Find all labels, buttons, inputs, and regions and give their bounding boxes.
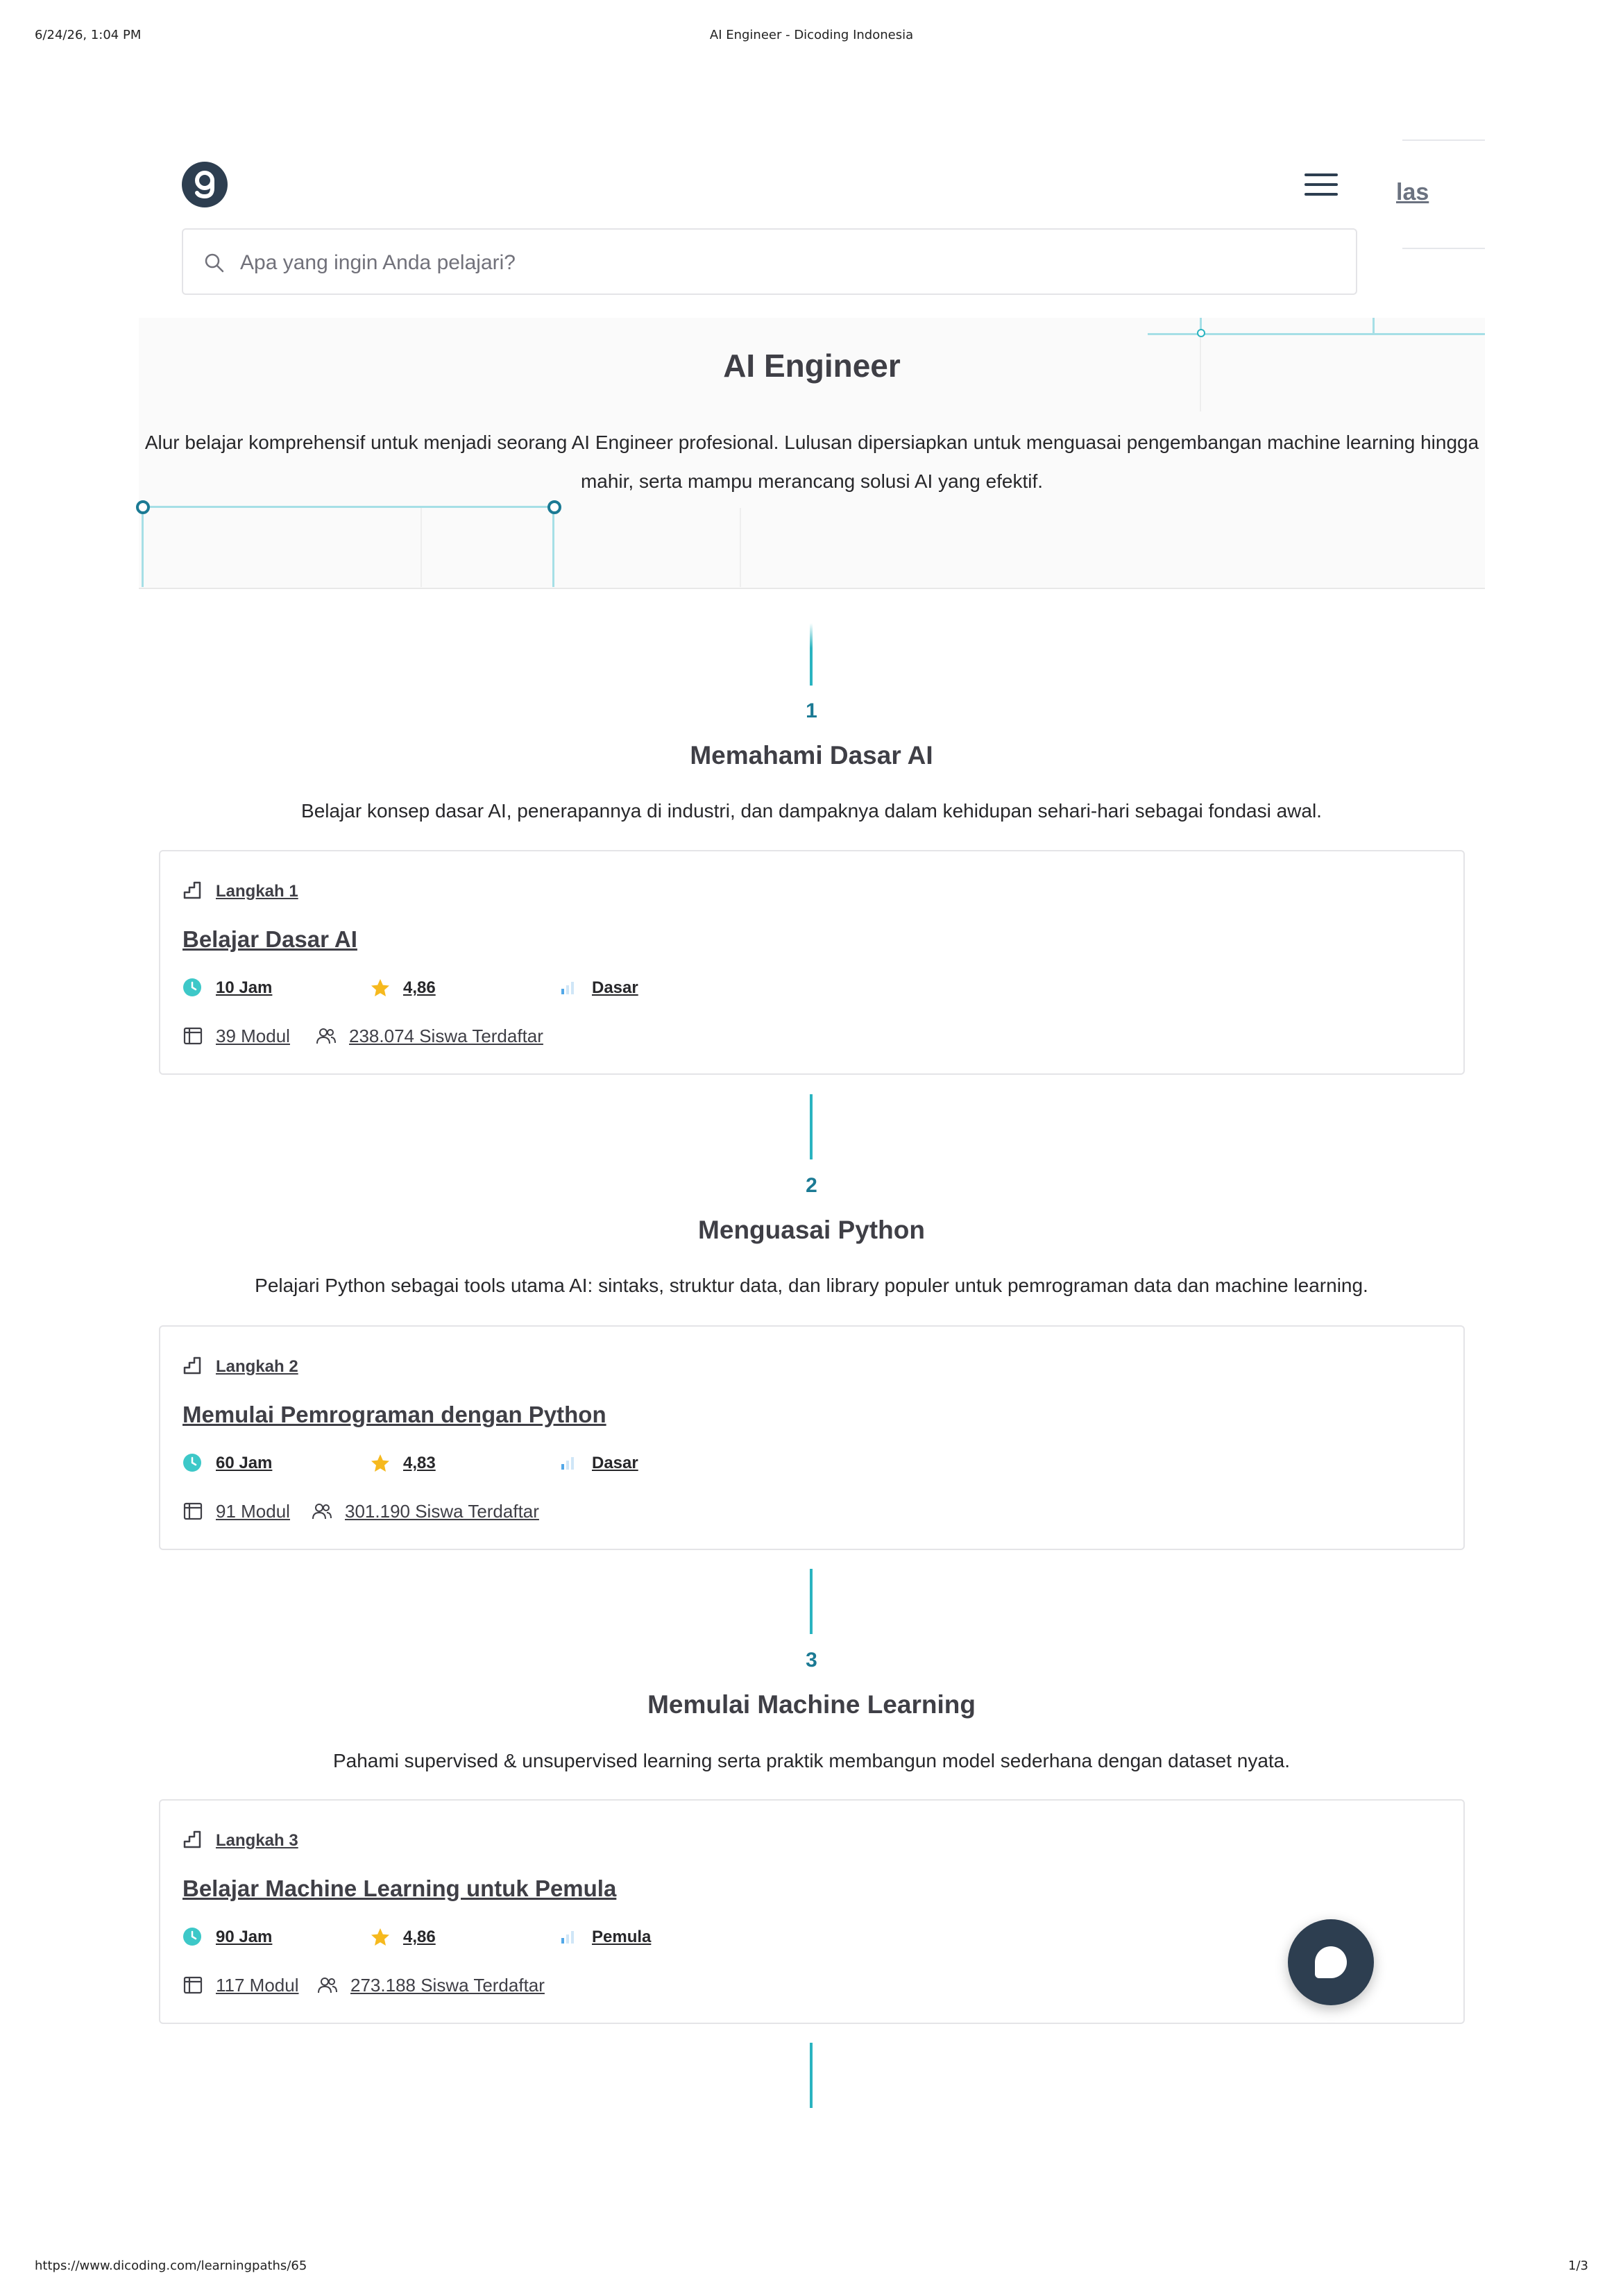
page-description: Alur belajar komprehensif untuk menjadi seorang AI Engineer profesional. Lulusan dipersiapkan untuk menguasai pengembangan machine learning hingga mahir, serta mampu merancang solusi AI yang efektif. [144, 432, 1479, 492]
hero-decor-node [1197, 329, 1205, 337]
step-label: Langkah 3 [216, 1831, 298, 1850]
users-icon [317, 1975, 338, 1996]
clock-icon [182, 978, 202, 997]
search-input[interactable] [239, 242, 1324, 284]
course-card[interactable] [159, 1799, 1465, 2024]
step-description: Pahami supervised & unsupervised learning serta praktik membangun model sederhana dengan dataset nyata. [332, 1750, 1291, 1771]
hero-decor-line [142, 508, 144, 587]
modules-text: 117 Modul [216, 1975, 299, 1996]
level-bars-icon [559, 1927, 578, 1946]
level-link[interactable] [559, 1928, 651, 1947]
course-title-link[interactable]: Belajar Machine Learning untuk Pemula [182, 1876, 617, 1901]
step-label: Langkah 1 [216, 882, 298, 901]
print-url: https://www.dicoding.com/learningpaths/65 [35, 2259, 307, 2273]
nav-divider [1402, 139, 1485, 141]
rating-link[interactable] [370, 1454, 436, 1473]
duration-link[interactable] [182, 978, 272, 998]
rating-text: 4,86 [403, 1928, 436, 1946]
step-number: 2 [806, 1174, 817, 1197]
clock-icon [182, 1453, 202, 1472]
hero-decor-grid [420, 508, 422, 587]
star-icon [370, 1927, 391, 1948]
duration-link[interactable] [182, 1454, 272, 1473]
modules-text: 39 Modul [216, 1026, 290, 1046]
star-icon [370, 978, 391, 998]
students-text: 273.188 Siswa Terdaftar [350, 1975, 545, 1996]
page-title: AI Engineer [723, 348, 901, 384]
step-label-link[interactable] [182, 882, 298, 901]
step-connector [810, 623, 813, 686]
users-icon [316, 1026, 337, 1046]
course-card[interactable] [159, 1325, 1465, 1550]
step-title: Memulai Machine Learning [647, 1690, 976, 1719]
modules-text: 91 Modul [216, 1501, 290, 1522]
print-doc-title: AI Engineer - Dicoding Indonesia [709, 28, 914, 42]
modules-link[interactable] [182, 1975, 299, 1996]
students-link[interactable] [312, 1501, 539, 1522]
search-bar[interactable] [182, 228, 1357, 295]
nav-link-partial[interactable]: las [1396, 179, 1429, 205]
stairs-icon [182, 881, 202, 900]
chat-bubble-icon [1315, 1946, 1347, 1978]
modules-link[interactable] [182, 1026, 290, 1047]
step-connector [810, 1094, 813, 1159]
students-link[interactable] [317, 1975, 545, 1996]
step-title: Menguasai Python [698, 1216, 925, 1244]
students-text: 238.074 Siswa Terdaftar [349, 1026, 543, 1046]
dicoding-logo-icon[interactable] [182, 162, 228, 207]
stairs-icon [182, 1830, 202, 1849]
students-text: 301.190 Siswa Terdaftar [345, 1501, 539, 1522]
step-connector [810, 1569, 813, 1634]
hero-decor-node [547, 500, 561, 514]
chat-button[interactable] [1288, 1919, 1374, 2005]
rating-link[interactable] [370, 978, 436, 998]
duration-text: 60 Jam [216, 1454, 273, 1472]
modules-icon [182, 1501, 203, 1522]
step-label-link[interactable] [182, 1831, 298, 1851]
stairs-icon [182, 1356, 202, 1375]
step-label-link[interactable] [182, 1357, 298, 1377]
course-title-link[interactable]: Belajar Dasar AI [182, 926, 357, 952]
clock-icon [182, 1927, 202, 1946]
print-page-number: 1/3 [1568, 2259, 1588, 2273]
hero-decor-line [139, 506, 552, 508]
level-bars-icon [559, 1453, 578, 1472]
hero-decor-grid [740, 508, 741, 587]
modules-icon [182, 1975, 203, 1996]
hero-decor-node [136, 500, 150, 514]
rating-link[interactable] [370, 1928, 436, 1947]
level-text: Dasar [592, 978, 638, 997]
print-datetime: 6/24/26, 1:04 PM [35, 28, 142, 42]
step-label: Langkah 2 [216, 1357, 298, 1376]
step-number: 1 [806, 699, 817, 722]
step-description: Pelajari Python sebagai tools utama AI: sintaks, struktur data, dan library populer untuk pemrograman data dan machine learning. [255, 1275, 1368, 1296]
course-title-link[interactable]: Memulai Pemrograman dengan Python [182, 1402, 606, 1427]
duration-text: 90 Jam [216, 1928, 273, 1946]
rating-text: 4,86 [403, 978, 436, 997]
modules-link[interactable] [182, 1501, 290, 1522]
level-text: Dasar [592, 1454, 638, 1472]
level-link[interactable] [559, 1454, 638, 1473]
hero-decor-line [552, 508, 554, 587]
level-link[interactable] [559, 978, 638, 998]
step-description: Belajar konsep dasar AI, penerapannya di industri, dan dampaknya dalam kehidupan sehari-hari sebagai fondasi awal. [301, 800, 1322, 822]
users-icon [312, 1501, 332, 1522]
search-icon [204, 253, 225, 273]
duration-text: 10 Jam [216, 978, 273, 997]
course-card[interactable] [159, 850, 1465, 1075]
rating-text: 4,83 [403, 1454, 436, 1472]
step-number: 3 [806, 1649, 817, 1672]
step-title: Memahami Dasar AI [690, 741, 933, 769]
modules-icon [182, 1026, 203, 1046]
level-text: Pemula [592, 1928, 652, 1946]
hero-decor-line [1373, 318, 1375, 333]
hamburger-menu-icon[interactable] [1305, 173, 1339, 197]
nav-divider [1402, 248, 1485, 249]
step-connector [810, 2043, 813, 2108]
level-bars-icon [559, 978, 578, 997]
students-link[interactable] [316, 1026, 543, 1047]
star-icon [370, 1453, 391, 1474]
duration-link[interactable] [182, 1928, 272, 1947]
